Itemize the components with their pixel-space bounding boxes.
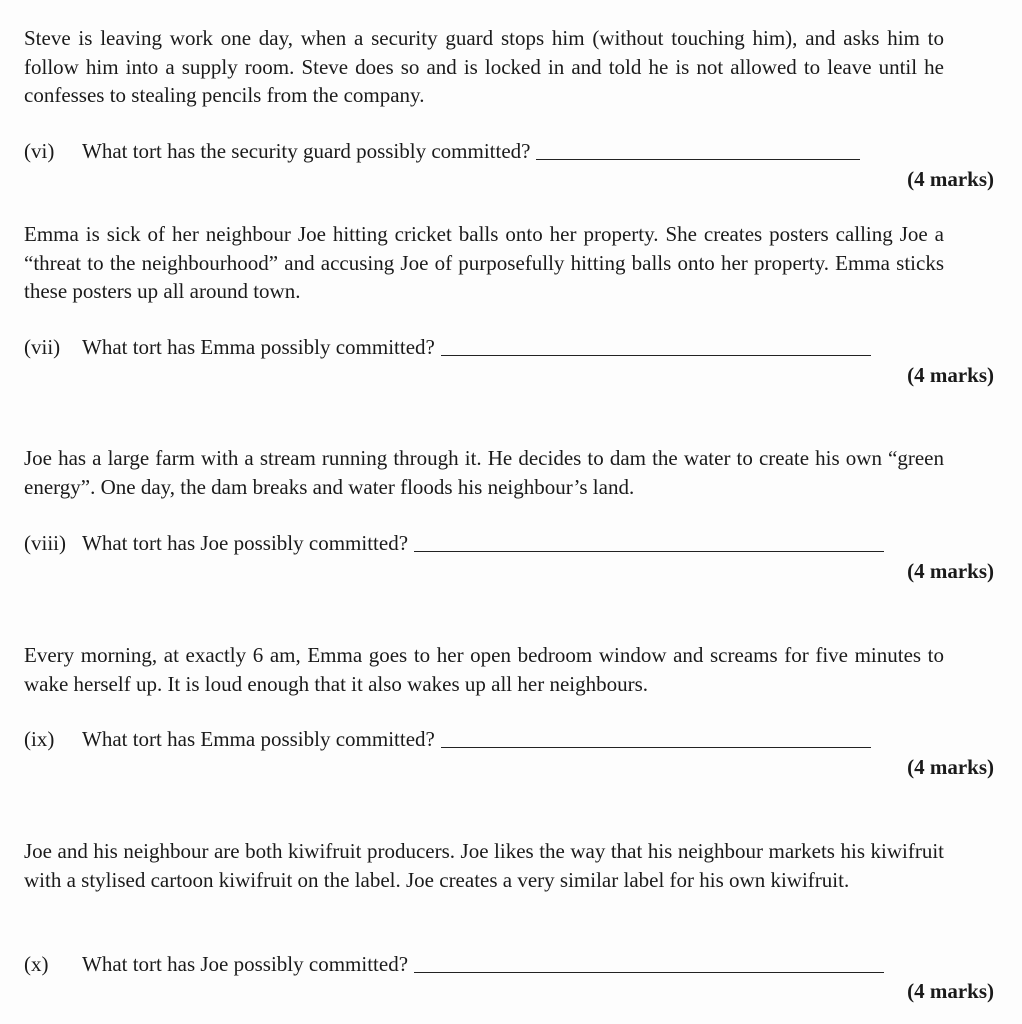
question-text: What tort has the security guard possibly committed? xyxy=(82,139,531,163)
question-number: (x) xyxy=(24,952,49,976)
scenario-text: Joe has a large farm with a stream running through it. He decides to dam the water to create his own “green energy”. One day, the dam breaks and water floods his neighbour’s land. xyxy=(24,446,944,499)
scenario-text: Joe and his neighbour are both kiwifruit producers. Joe likes the way that his neighbour markets his kiwifruit with a stylised cartoon kiwifruit on the label. Joe creates a very similar label for his own kiwifruit. xyxy=(24,839,944,892)
marks-label: (4 marks) xyxy=(907,559,994,583)
question-number: (ix) xyxy=(24,727,55,751)
question-text: What tort has Joe possibly committed? xyxy=(82,531,409,555)
scenario-text: Emma is sick of her neighbour Joe hitting cricket balls onto her property. She creates posters calling Joe a “threat to the neighbourhood” and accusing Joe of purposefully hitting balls onto her property. Emma sticks these posters up all around town. xyxy=(24,222,944,303)
marks-label: (4 marks) xyxy=(907,363,994,387)
question-x xyxy=(24,950,884,978)
question-number: (viii) xyxy=(24,531,66,555)
question-vii xyxy=(24,333,871,361)
marks-label: (4 marks) xyxy=(907,167,994,191)
answer-line[interactable] xyxy=(536,158,860,160)
marks-label: (4 marks) xyxy=(907,755,994,779)
scenario-vi xyxy=(24,24,944,110)
question-number: (vi) xyxy=(24,139,55,163)
answer-line[interactable] xyxy=(414,550,884,552)
scenario-text: Every morning, at exactly 6 am, Emma goes to her open bedroom window and screams for five minutes to wake herself up. It is loud enough that it also wakes up all her neighbours. xyxy=(24,643,944,696)
answer-line[interactable] xyxy=(441,746,871,748)
scenario-vii xyxy=(24,220,944,306)
question-text: What tort has Emma possibly committed? xyxy=(82,335,435,359)
scenario-ix xyxy=(24,641,944,698)
marks-label: (4 marks) xyxy=(907,979,994,1003)
question-ix xyxy=(24,725,871,753)
scenario-x xyxy=(24,837,944,894)
scenario-text: Steve is leaving work one day, when a security guard stops him (without touching him), and asks him to follow him into a supply room. Steve does so and is locked in and told he is not allowed to leave until he confesses to stealing pencils from the company. xyxy=(24,26,944,107)
question-text: What tort has Emma possibly committed? xyxy=(82,727,435,751)
question-text: What tort has Joe possibly committed? xyxy=(82,952,409,976)
question-viii xyxy=(24,529,884,557)
answer-line[interactable] xyxy=(414,971,884,973)
question-number: (vii) xyxy=(24,335,61,359)
scenario-viii xyxy=(24,444,944,501)
answer-line[interactable] xyxy=(441,354,871,356)
question-vi xyxy=(24,137,860,165)
